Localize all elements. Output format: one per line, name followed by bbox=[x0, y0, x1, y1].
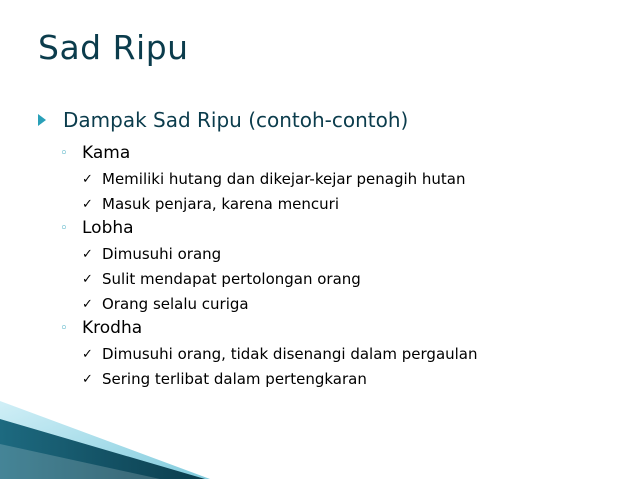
list-item bbox=[82, 245, 221, 263]
list-item bbox=[82, 370, 367, 388]
checkmark-icon: ✓ bbox=[82, 171, 93, 187]
list-item bbox=[82, 345, 478, 363]
group-lobha bbox=[60, 218, 134, 238]
item-text: Sering terlibat dalam pertengkaran bbox=[102, 370, 367, 388]
checkmark-icon: ✓ bbox=[82, 371, 93, 387]
group-label: Lobha bbox=[82, 218, 134, 238]
hollow-circle-icon: ◦ bbox=[60, 320, 68, 336]
item-text: Sulit mendapat pertolongan orang bbox=[102, 270, 361, 288]
checkmark-icon: ✓ bbox=[82, 271, 93, 287]
triangle-right-icon bbox=[38, 114, 46, 126]
hollow-circle-icon: ◦ bbox=[60, 145, 68, 161]
heading-text: Dampak Sad Ripu (contoh-contoh) bbox=[63, 108, 409, 132]
group-label: Krodha bbox=[82, 318, 143, 338]
group-label: Kama bbox=[82, 143, 131, 163]
group-krodha bbox=[60, 318, 142, 338]
group-kama bbox=[60, 143, 130, 163]
item-text: Dimusuhi orang bbox=[102, 245, 222, 263]
checkmark-icon: ✓ bbox=[82, 346, 93, 362]
heading-line bbox=[38, 108, 408, 132]
list-item bbox=[82, 195, 339, 213]
item-text: Dimusuhi orang, tidak disenangi dalam pergaulan bbox=[102, 345, 478, 363]
list-item bbox=[82, 270, 361, 288]
checkmark-icon: ✓ bbox=[82, 246, 93, 262]
item-text: Orang selalu curiga bbox=[102, 295, 249, 313]
checkmark-icon: ✓ bbox=[82, 196, 93, 212]
item-text: Masuk penjara, karena mencuri bbox=[102, 195, 340, 213]
slide-title: Sad Ripu bbox=[38, 28, 189, 67]
checkmark-icon: ✓ bbox=[82, 296, 93, 312]
list-item bbox=[82, 295, 249, 313]
item-text: Memiliki hutang dan dikejar-kejar penagih hutan bbox=[102, 170, 466, 188]
hollow-circle-icon: ◦ bbox=[60, 220, 68, 236]
list-item bbox=[82, 170, 466, 188]
corner-ribbon-decoration bbox=[0, 389, 210, 479]
